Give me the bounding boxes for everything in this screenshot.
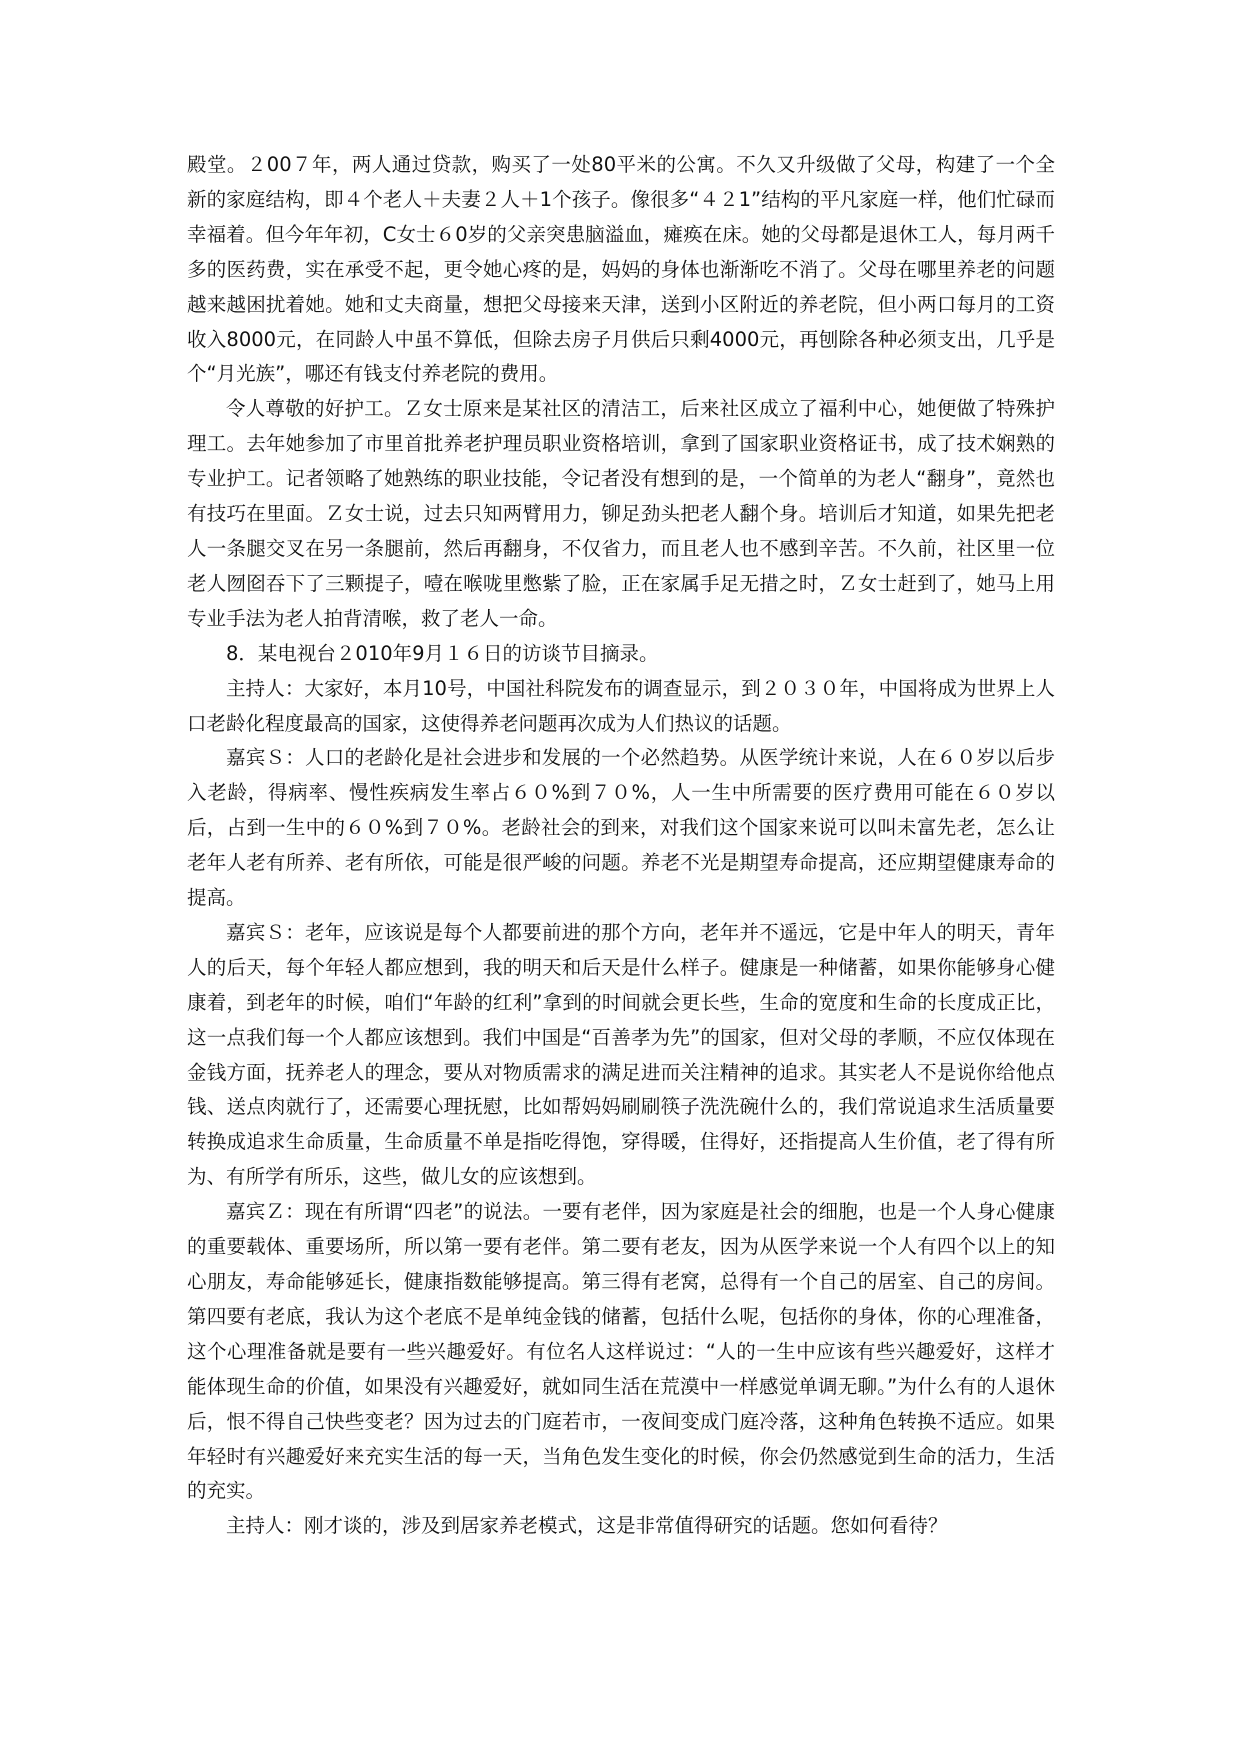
paragraph-guest-s-1: 嘉宾Ｓ：人口的老龄化是社会进步和发展的一个必然趋势。从医学统计来说，人在６０岁以后步入老龄，得病率、慢性疾病发生率占６０%到７０%，人一生中所需要的医疗费用可能在６０岁以后，占到一生中的６０%到７０%。老龄社会的到来，对我们这个国家来说可以叫未富先老，怎么让老年人老有所养、老有所依，可能是很严峻的问题。养老不光是期望寿命提高，还应期望健康寿命的提高。 (187, 746, 1055, 910)
paragraph-host-question: 主持人：刚才谈的，涉及到居家养老模式，这是非常值得研究的话题。您如何看待？ (226, 1514, 948, 1538)
paragraph-guest-s-2: 嘉宾Ｓ：老年，应该说是每个人都要前进的那个方向，老年并不遥远，它是中年人的明天，青年人的后天，每个年轻人都应想到，我的明天和后天是什么样子。健康是一种储蓄，如果你能够身心健康着，到老年的时候，咱们“年龄的红利”拿到的时间就会更长些，生命的宽度和生命的长度成正比，这一点我们每一个人都应该想到。我们中国是“百善孝为先”的国家，但对父母的孝顺，不应仅体现在金钱方面，抚养老人的理念，要从对物质需求的满足进而关注精神的追求。其实老人不是说你给他点钱、送点肉就行了，还需要心理抚慰，比如帮妈妈刷刷筷子洗洗碗什么的，我们常说追求生活质量要转换成追求生命质量，生命质量不单是指吃得饱，穿得暖，住得好，还指提高人生价值，老了得有所为、有所学有所乐，这些，做儿女的应该想到。 (187, 920, 1055, 1189)
paragraph-guest-z: 嘉宾Ｚ：现在有所谓“四老”的说法。一要有老伴，因为家庭是社会的细胞，也是一个人身心健康的重要载体、重要场所，所以第一要有老伴。第二要有老友，因为从医学来说一个人有四个以上的知心朋友，寿命能够延长，健康指数能够提高。第三得有老窝，总得有一个自己的居室、自己的房间。第四要有老底，我认为这个老底不是单纯金钱的储蓄，包括什么呢，包括你的身体，你的心理准备，这个心理准备就是要有一些兴趣爱好。有位名人这样说过：“人的一生中应该有些兴趣爱好，这样才能体现生命的价值，如果没有兴趣爱好，就如同生活在荒漠中一样感觉单调无聊。”为什么有的人退休后，恨不得自己快些变老？因为过去的门庭若市，一夜间变成门庭冷落，这种角色转换不适应。如果年轻时有兴趣爱好来充实生活的每一天，当角色发生变化的时候，你会仍然感觉到生命的活力，生活的充实。 (187, 1200, 1055, 1503)
paragraph-item-8-heading: 8．某电视台２010年9月１６日的访谈节目摘录。 (226, 641, 659, 665)
paragraph-family-story: 殿堂。２00７年，两人通过贷款，购买了一处80平米的公寓。不久又升级做了父母，构建了一个全新的家庭结构，即４个老人＋夫妻２人＋1个孩子。像很多“４２1”结构的平凡家庭一样，他们忙碌而幸福着。但今年年初，C女士６0岁的父亲突患脑溢血，瘫痪在床。她的父母都是退休工人，每月两千多的医药费，实在承受不起，更令她心疼的是，妈妈的身体也渐渐吃不消了。父母在哪里养老的问题越来越困扰着她。她和丈夫商量，想把父母接来天津，送到小区附近的养老院，但小两口每月的工资收入8000元，在同龄人中虽不算低，但除去房子月供后只剩4000元，再刨除各种必须支出，几乎是个“月光族”，哪还有钱支付养老院的费用。 (187, 153, 1055, 386)
document-body (187, 148, 1055, 1544)
paragraph-host-intro: 主持人：大家好，本月10号，中国社科院发布的调查显示，到２０３０年，中国将成为世界上人口老龄化程度最高的国家，这使得养老问题再次成为人们热议的话题。 (187, 676, 1055, 735)
paragraph-caregiver: 令人尊敬的好护工。Ｚ女士原来是某社区的清洁工，后来社区成立了福利中心，她便做了特殊护理工。去年她参加了市里首批养老护理员职业资格培训，拿到了国家职业资格证书，成了技术娴熟的专业护工。记者领略了她熟练的职业技能，令记者没有想到的是，一个简单的为老人“翻身”，竟然也有技巧在里面。Ｚ女士说，过去只知两臂用力，铆足劲头把老人翻个身。培训后才知道，如果先把老人一条腿交叉在另一条腿前，然后再翻身，不仅省力，而且老人也不感到辛苦。不久前，社区里一位老人囫囵吞下了三颗提子，噎在喉咙里憋紫了脸，正在家属手足无措之时，Ｚ女士赶到了，她马上用专业手法为老人拍背清喉，救了老人一命。 (187, 397, 1055, 630)
